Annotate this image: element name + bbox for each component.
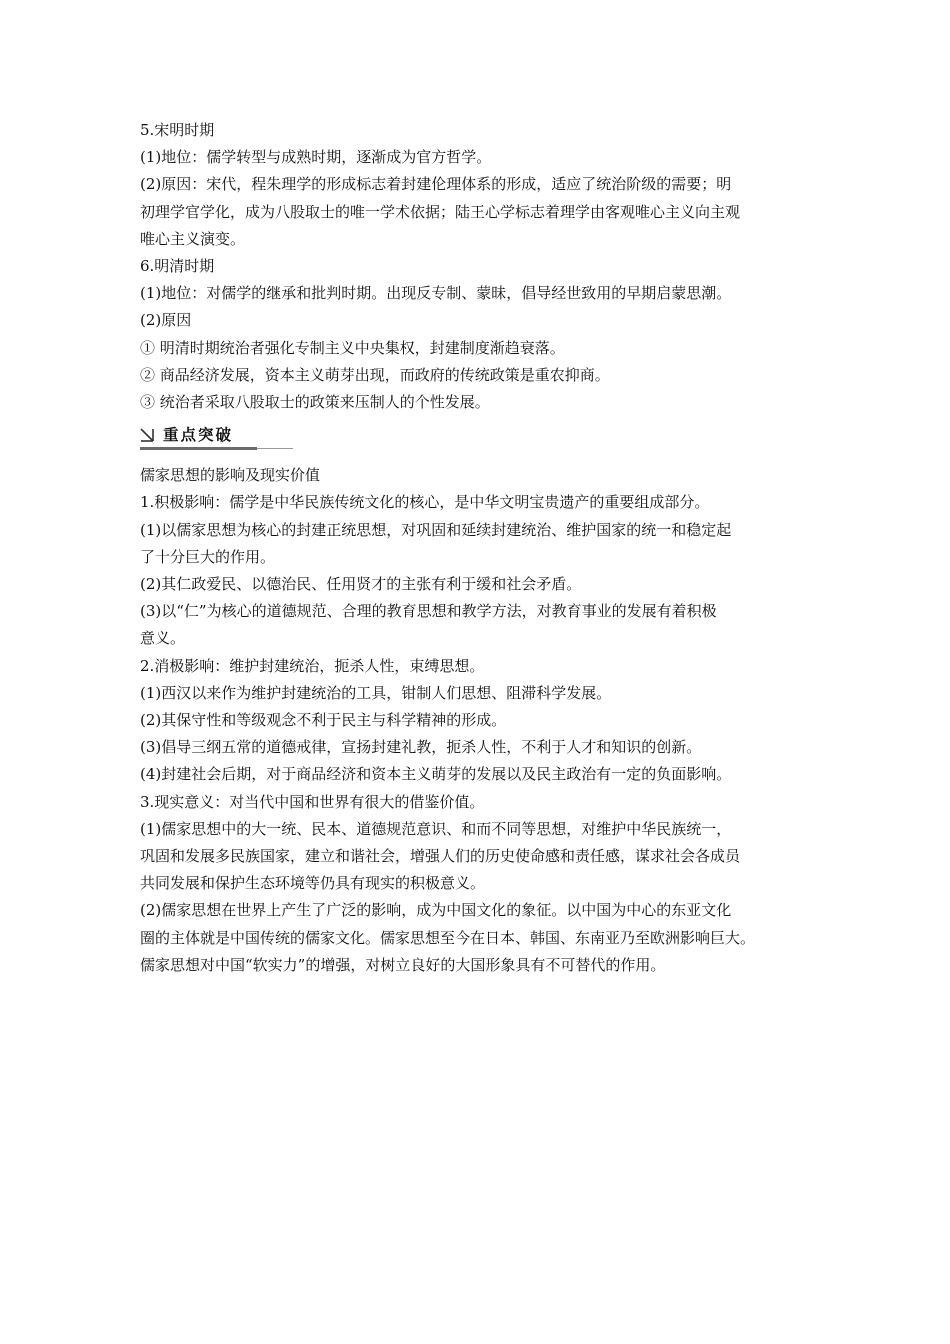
text-line: (1)地位：儒学转型与成熟时期，逐渐成为官方哲学。 bbox=[140, 148, 492, 167]
text-line: (1)儒家思想中的大一统、民本、道德规范意识、和而不同等思想，对维护中华民族统一， bbox=[140, 819, 732, 838]
heading-underline bbox=[140, 447, 257, 450]
text-line: 初理学官学化，成为八股取士的唯一学术依据；陆王心学标志着理学由客观唯心主义向主观 bbox=[140, 202, 741, 221]
section-heading bbox=[140, 422, 830, 460]
section-heading-title: 重点突破 bbox=[163, 426, 234, 445]
text-line: (3)倡导三纲五常的道德戒律，宣扬封建礼教，扼杀人性，不利于人才和知识的创新。 bbox=[140, 738, 702, 757]
text-line: 意义。 bbox=[140, 629, 186, 648]
diagonal-corner-mark-icon bbox=[140, 428, 154, 442]
text-line: 巩固和发展多民族国家，建立和谐社会，增强人们的历史使命感和责任感，谋求社会各成员 bbox=[140, 847, 741, 866]
text-line: (2)其仁政爱民、以德治民、任用贤才的主张有利于缓和社会矛盾。 bbox=[140, 575, 582, 594]
text-line: (1)以儒家思想为核心的封建正统思想，对巩固和延续封建统治、维护国家的统一和稳定起 bbox=[140, 520, 732, 539]
text-line: (4)封建社会后期，对于商品经济和资本主义萌芽的发展以及民主政治有一定的负面影响。 bbox=[140, 765, 732, 784]
text-line: (2)儒家思想在世界上产生了广泛的影响，成为中国文化的象征。以中国为中心的东亚文化 bbox=[140, 901, 732, 920]
heading-underline-thin bbox=[257, 448, 293, 449]
text-line: 唯心主义演变。 bbox=[140, 229, 246, 248]
text-line: 5.宋明时期 bbox=[140, 121, 215, 139]
document-body bbox=[140, 117, 830, 979]
text-line: (1)西汉以来作为维护封建统治的工具，钳制人们思想、阻滞科学发展。 bbox=[140, 683, 612, 702]
section-song-ming-qing bbox=[140, 117, 830, 416]
text-line: 6.明清时期 bbox=[140, 257, 215, 276]
text-line: 1.积极影响：儒学是中华民族传统文化的核心，是中华文明宝贵遗产的重要组成部分。 bbox=[140, 493, 710, 512]
text-line: (2)原因 bbox=[140, 311, 192, 330]
text-line: 儒家思想对中国“软实力”的增强，对树立良好的大国形象具有不可替代的作用。 bbox=[140, 955, 666, 974]
text-line: ① 明清时期统治者强化专制主义中央集权，封建制度渐趋衰落。 bbox=[140, 338, 565, 357]
text-line: 圈的主体就是中国传统的儒家文化。儒家思想至今在日本、韩国、东南亚乃至欧洲影响巨大。 bbox=[140, 928, 756, 947]
section-confucian-influence bbox=[140, 462, 830, 979]
text-line: 2.消极影响：维护封建统治，扼杀人性，束缚思想。 bbox=[140, 656, 485, 675]
text-line: (3)以“仁”为核心的道德规范、合理的教育思想和教学方法，对教育事业的发展有着积极 bbox=[140, 602, 717, 621]
text-line: 3.现实意义：对当代中国和世界有很大的借鉴价值。 bbox=[140, 792, 485, 811]
text-line: 了十分巨大的作用。 bbox=[140, 547, 276, 566]
text-line: (2)其保守性和等级观念不利于民主与科学精神的形成。 bbox=[140, 711, 507, 730]
text-line: 共同发展和保护生态环境等仍具有现实的积极意义。 bbox=[140, 874, 486, 893]
text-line: (1)地位：对儒学的继承和批判时期。出现反专制、蒙昧，倡导经世致用的早期启蒙思潮。 bbox=[140, 284, 732, 303]
text-line: ③ 统治者采取八股取士的政策来压制人的个性发展。 bbox=[140, 393, 490, 412]
text-line: ② 商品经济发展，资本主义萌芽出现，而政府的传统政策是重农抑商。 bbox=[140, 365, 610, 384]
text-line: (2)原因：宋代，程朱理学的形成标志着封建伦理体系的形成，适应了统治阶级的需要；明 bbox=[140, 175, 732, 194]
text-line: 儒家思想的影响及现实价值 bbox=[140, 466, 321, 485]
